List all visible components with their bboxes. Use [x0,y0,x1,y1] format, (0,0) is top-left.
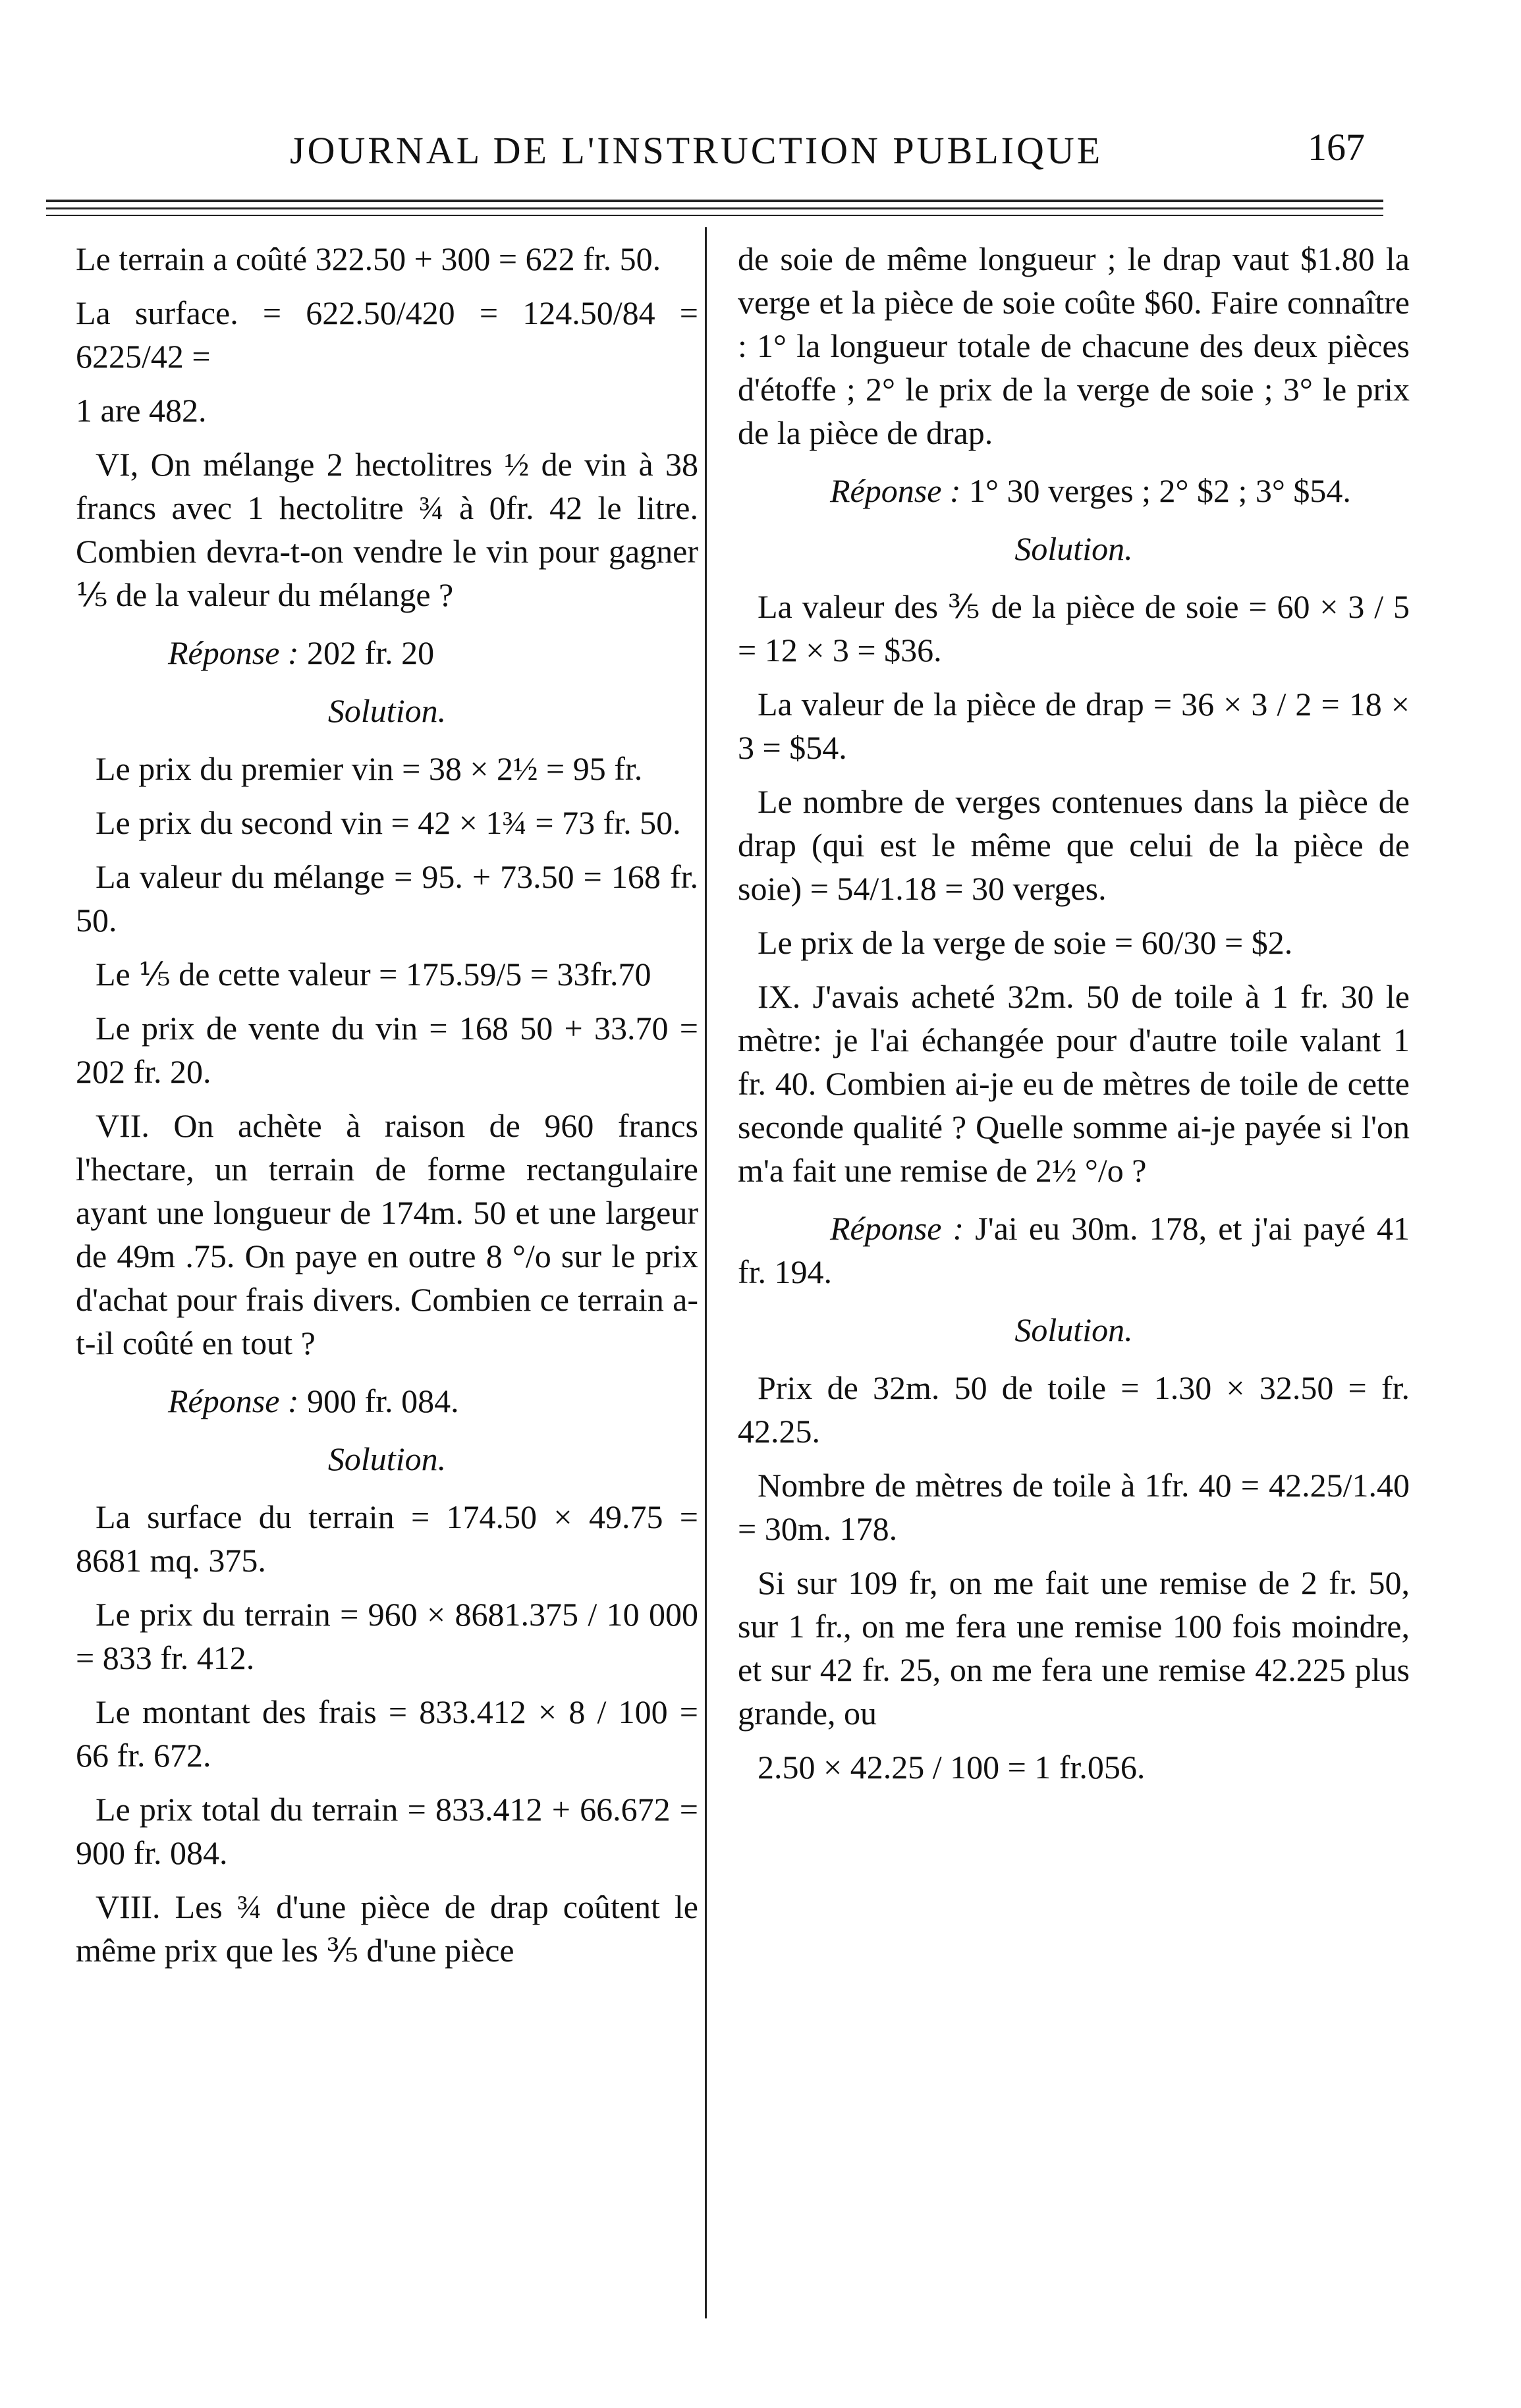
paragraph: La valeur de la pièce de drap = 36 × 3 / 2 = 18 × 3 = $54. [738,686,1410,766]
page-number: 167 [1308,126,1365,169]
paragraph: Le prix du second vin = 42 × 1¾ = 73 fr. 50. [96,804,681,841]
paragraph: Le montant des frais = 833.412 × 8 / 100 = 66 fr. 672. [76,1693,698,1774]
problem-vii: VII. On achète à raison de 960 francs l'hectare, un terrain de forme rectangulaire ayant une longueur de 174m. 50 et une largeur de 49m .75. On paye en outre 8 °/o sur le prix d'achat pour frais divers. Combien ce terrain a-t-il coûté en tout ? [76,1107,698,1361]
answer-label: Réponse : [830,472,961,509]
paragraph: Le prix de la verge de soie = 60/30 = $2. [758,924,1293,961]
solution-label: Solution. [327,1440,447,1477]
solution-heading [738,527,1410,570]
answer [76,1379,698,1423]
left-column [76,237,698,1983]
solution-label: Solution. [327,692,447,729]
column-divider [705,227,707,2318]
paragraph: Prix de 32m. 50 de toile = 1.30 × 32.50 = fr. 42.25. [738,1369,1410,1450]
solution-label: Solution. [1014,530,1133,567]
paragraph: La valeur des ⅗ de la pièce de soie = 60 × 3 / 5 = 12 × 3 = $36. [738,588,1410,669]
answer [738,1207,1410,1294]
solution-heading [76,689,698,732]
paragraph: La valeur du mélange = 95. + 73.50 = 168 fr. 50. [76,858,698,939]
paragraph: Le ⅕ de cette valeur = 175.59/5 = 33fr.70 [96,956,651,993]
problem-vi: VI, On mélange 2 hectolitres ½ de vin à 38 francs avec 1 hectolitre ¾ à 0fr. 42 le litre. Combien devra-t-on vendre le vin pour gagner ⅕ de la valeur du mélange ? [76,446,698,613]
paragraph: 2.50 × 42.25 / 100 = 1 fr.056. [758,1749,1146,1786]
paragraph: Le prix total du terrain = 833.412 + 66.672 = 900 fr. 084. [76,1791,698,1871]
answer [76,631,698,674]
header-rule [46,215,1383,216]
paragraph: 1 are 482. [76,392,207,429]
answer [738,469,1410,512]
page-header [0,0,1521,198]
paragraph: Nombre de mètres de toile à 1fr. 40 = 42.25/1.40 = 30m. 178. [738,1467,1410,1547]
equation: La surface. = 622.50/420 = 124.50/84 = 6225/42 = [76,294,698,375]
paragraph: de soie de même longueur ; le drap vaut $1.80 la verge et la pièce de soie coûte $60. Faire connaître : 1° la longueur totale de chacune des deux pièces d'étoffe ; 2° le prix de la verge de soie ; 3° le prix de la pièce de drap. [738,240,1410,451]
problem-viii: VIII. Les ¾ d'une pièce de drap coûtent le même prix que les ⅗ d'une pièce [76,1888,698,1969]
paragraph: Le terrain a coûté 322.50 + 300 = 622 fr. 50. [76,240,661,277]
journal-title: JOURNAL DE L'INSTRUCTION PUBLIQUE [290,129,1103,172]
paragraph: Le prix du premier vin = 38 × 2½ = 95 fr. [96,750,643,787]
header-rule [46,207,1383,209]
paragraph: La surface du terrain = 174.50 × 49.75 = 8681 mq. 375. [76,1498,698,1579]
answer-label: Réponse : [168,1382,299,1419]
solution-heading [738,1308,1410,1352]
answer-text: 900 fr. 084. [307,1382,459,1419]
paragraph: Le prix de vente du vin = 168 50 + 33.70 = 202 fr. 20. [76,1010,698,1090]
header-rule [46,200,1383,202]
problem-ix: IX. J'avais acheté 32m. 50 de toile à 1 fr. 30 le mètre: je l'ai échangée pour d'autre toile valant 1 fr. 40. Combien ai-je eu de mètres de toile de cette seconde qualité ? Quelle somme ai-je payée si l'on m'a fait une remise de 2½ °/o ? [738,978,1410,1189]
solution-heading [76,1437,698,1481]
answer-label: Réponse : [830,1210,964,1247]
paragraph: Le nombre de verges contenues dans la pièce de drap (qui est le même que celui de la pièce de soie) = 54/1.18 = 30 verges. [738,783,1410,907]
paragraph: Si sur 109 fr, on me fait une remise de 2 fr. 50, sur 1 fr., on me fera une remise 100 fois moindre, et sur 42 fr. 25, on me fera une remise 42.225 plus grande, ou [738,1564,1410,1732]
answer-text: J'ai eu 30m. 178, et j'ai payé 41 fr. 194. [738,1210,1410,1290]
right-column [738,237,1410,1799]
paragraph: Le prix du terrain = 960 × 8681.375 / 10 000 = 833 fr. 412. [76,1596,698,1676]
answer-text: 202 fr. 20 [307,634,435,671]
answer-label: Réponse : [168,634,299,671]
answer-text: 1° 30 verges ; 2° $2 ; 3° $54. [969,472,1351,509]
solution-label: Solution. [1014,1311,1133,1348]
